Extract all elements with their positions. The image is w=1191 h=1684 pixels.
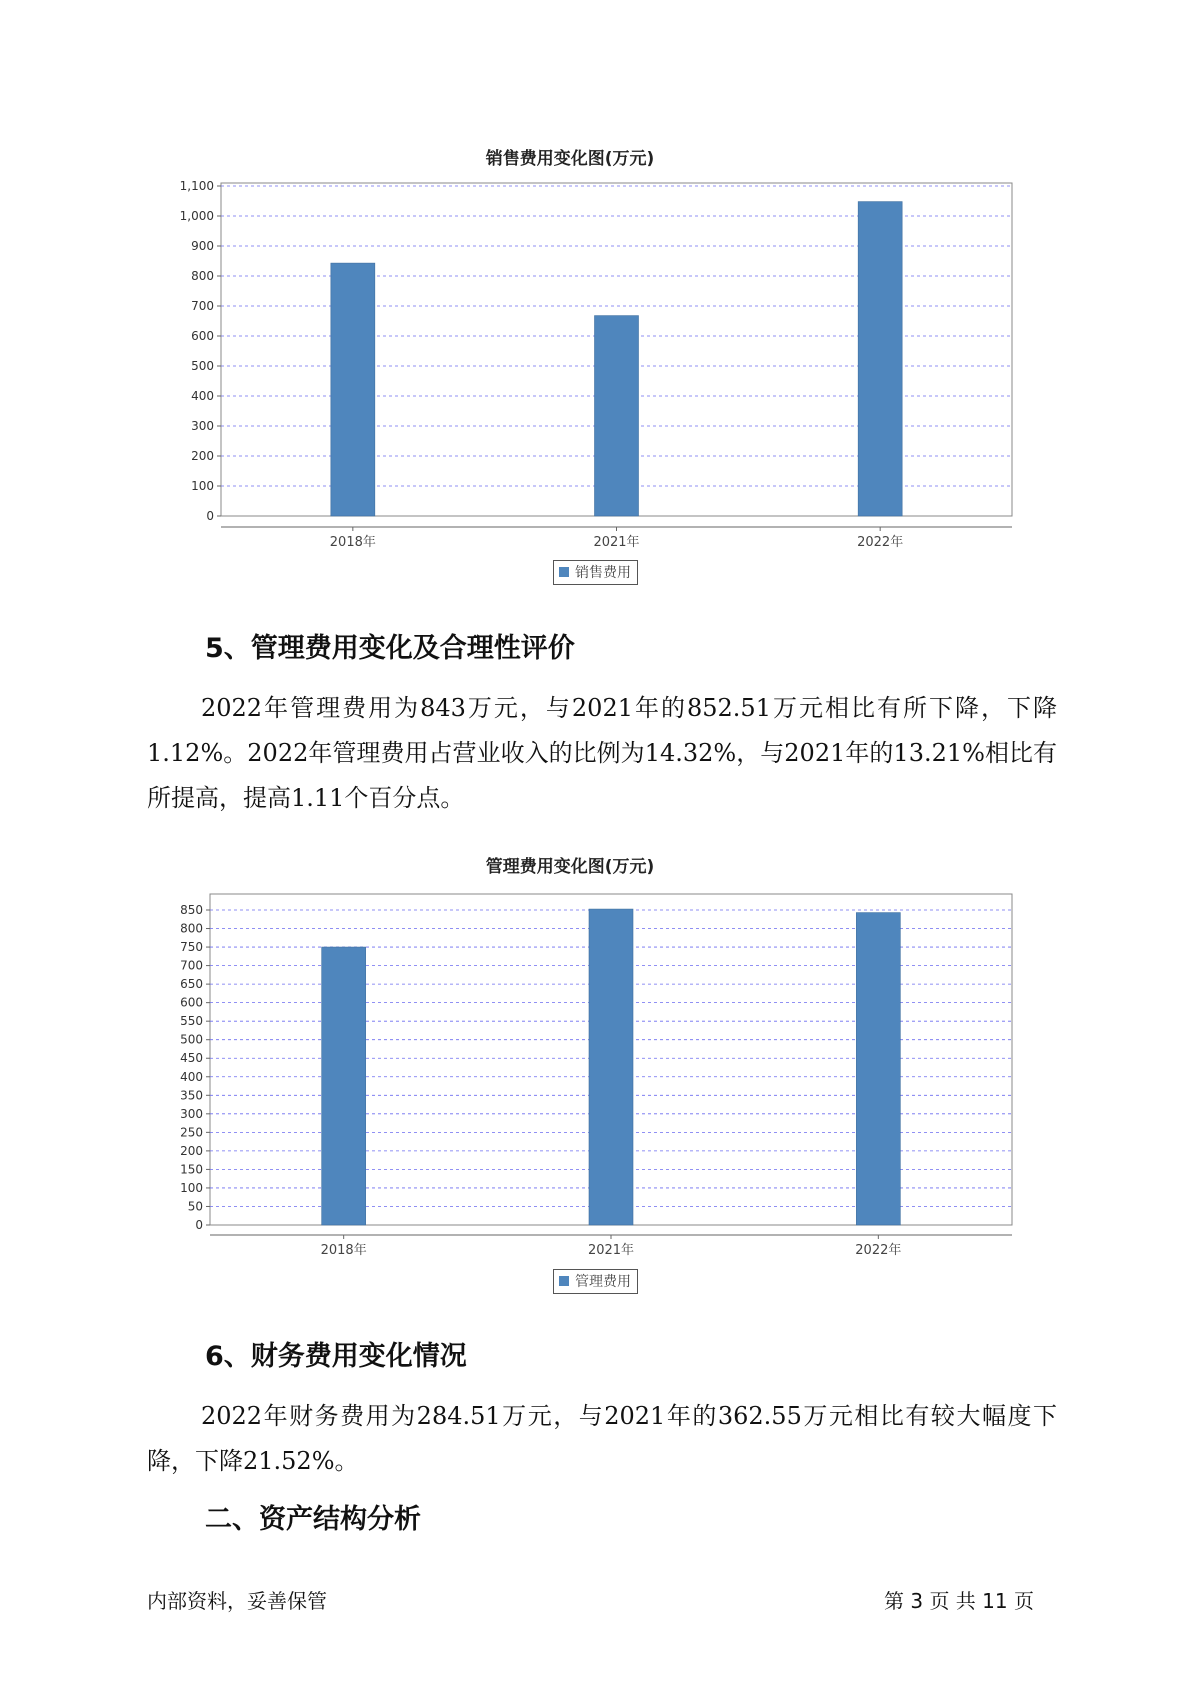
y-tick-label: 550: [180, 1014, 203, 1029]
section-5-heading: 5、管理费用变化及合理性评价: [205, 633, 575, 664]
y-tick-label: 0: [195, 1218, 203, 1232]
section-6-paragraph: 2022年财务费用为284.51万元，与2021年的362.55万元相比有较大幅度下降，下降21.52%。: [147, 1402, 1057, 1475]
bar-2018年: [322, 947, 366, 1225]
y-tick-label: 400: [180, 1069, 203, 1084]
chart2-title: 管理费用变化图(万元): [485, 857, 655, 877]
y-tick-label: 1,100: [179, 179, 214, 193]
bar-2022年: [856, 913, 900, 1225]
y-tick-label: 100: [191, 479, 214, 493]
y-tick-label: 500: [191, 359, 214, 373]
y-tick-label: 700: [180, 958, 203, 973]
x-tick-label: 2022年: [857, 535, 904, 550]
chart1-title: 销售费用变化图(万元): [485, 149, 655, 169]
y-tick-label: 600: [191, 329, 214, 343]
y-tick-label: 300: [191, 419, 214, 433]
section-6-heading: 6、财务费用变化情况: [205, 1341, 467, 1372]
y-tick-label: 450: [180, 1051, 203, 1066]
x-tick-label: 2018年: [320, 1243, 367, 1258]
y-tick-label: 750: [180, 940, 203, 955]
y-tick-label: 500: [180, 1032, 203, 1047]
y-tick-label: 350: [180, 1088, 203, 1103]
y-tick-label: 800: [180, 921, 203, 936]
section-asset-structure-heading: 二、资产结构分析: [205, 1504, 421, 1535]
y-tick-label: 400: [191, 389, 214, 403]
y-tick-label: 200: [180, 1143, 203, 1158]
chart1-legend-label: 销售费用: [575, 565, 631, 581]
x-tick-label: 2021年: [587, 1243, 635, 1258]
y-tick-label: 1,000: [179, 209, 214, 223]
y-tick-label: 900: [191, 239, 214, 253]
y-tick-label: 50: [187, 1199, 203, 1214]
y-tick-label: 250: [180, 1125, 203, 1140]
bar-2021年: [589, 909, 633, 1225]
y-tick-label: 650: [180, 977, 203, 992]
legend-swatch: [559, 1276, 569, 1286]
chart2-legend-label: 管理费用: [575, 1274, 631, 1290]
y-tick-label: 600: [180, 995, 203, 1010]
y-tick-label: 300: [180, 1106, 203, 1121]
x-tick-label: 2021年: [593, 535, 640, 550]
footer-page-number: 第 3 页 共 11 页: [884, 1589, 1034, 1613]
y-tick-label: 200: [191, 449, 214, 463]
y-tick-label: 100: [180, 1180, 203, 1195]
chart2-legend: [553, 1269, 638, 1294]
y-tick-label: 850: [180, 903, 203, 917]
y-tick-label: 150: [180, 1162, 203, 1177]
y-tick-label: 700: [191, 299, 214, 313]
y-tick-label: 0: [206, 509, 214, 523]
footer-left: 内部资料，妥善保管: [147, 1589, 327, 1613]
y-tick-label: 800: [191, 269, 214, 283]
x-tick-label: 2018年: [329, 535, 376, 550]
section-5-paragraph: 2022年管理费用为843万元，与2021年的852.51万元相比有所下降，下降1.12%。2022年管理费用占营业收入的比例为14.32%，与2021年的13.21%相比有所提高，提高1.11个百分点。: [147, 694, 1057, 812]
x-tick-label: 2022年: [855, 1243, 902, 1258]
